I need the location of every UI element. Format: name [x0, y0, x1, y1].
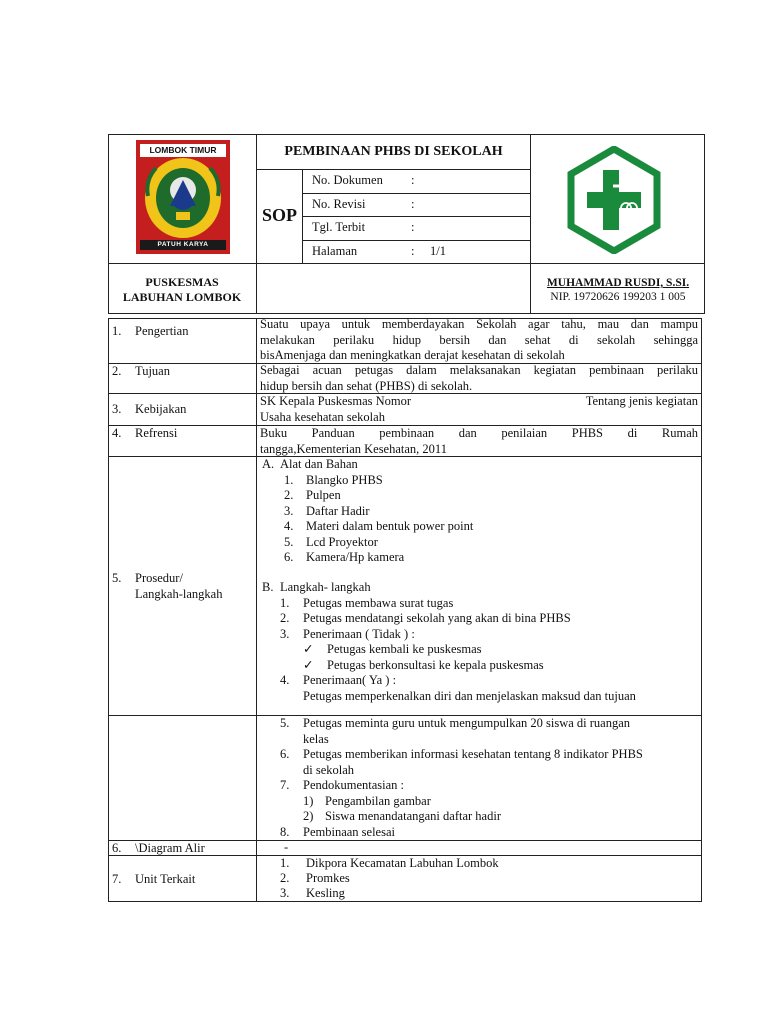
- row-kebijakan-content: [260, 394, 698, 425]
- row-number: 7.: [112, 872, 122, 886]
- pengertian-line-1: Suatu upaya untuk memberdayakan Sekolah agar tahu, mau dan mampu: [260, 317, 698, 331]
- field-label: Halaman: [312, 244, 358, 258]
- row-refrensi-content: [260, 426, 698, 457]
- row-diagram-content: -: [284, 840, 289, 854]
- field-separator: :: [411, 244, 415, 258]
- field-label: No. Revisi: [312, 197, 366, 211]
- row-tujuan-content: [260, 363, 698, 394]
- section-b-title: Langkah- langkah: [280, 580, 371, 594]
- tujuan-line-1: Sebagai acuan petugas dalam melaksanakan kegiatan pembinaan perilaku: [260, 363, 698, 377]
- row-prosedur-label: [112, 571, 252, 601]
- row-pengertian-content: [260, 317, 698, 364]
- field-halaman: [312, 244, 522, 260]
- row-unit-content: 1. Dikpora Kecamatan Labuhan Lombok 2. Promkes 3. Kesling: [280, 856, 499, 900]
- row-number: 5.: [112, 571, 122, 585]
- logo-motto-text: PATUH KARYA: [157, 241, 209, 248]
- signatory: [531, 276, 705, 304]
- field-label: Tgl. Terbit: [312, 220, 366, 234]
- puskesmas-logo: [567, 146, 661, 254]
- row-kebijakan-label: [112, 402, 252, 418]
- tujuan-line-2: hidup bersih dan sehat (PHBS) di sekolah.: [260, 378, 473, 393]
- field-no-revisi: [312, 197, 522, 213]
- pengertian-line-3: bisAmenjaga dan meningkatkan derajat kesehatan di sekolah: [260, 348, 565, 362]
- document-title: PEMBINAAN PHBS DI SEKOLAH: [284, 144, 503, 159]
- field-tgl-terbit: [312, 220, 522, 236]
- row-number: 6.: [112, 841, 122, 855]
- row-label: Pengertian: [135, 324, 189, 338]
- prosedur-section-b: B. Langkah- langkah 1. Petugas membawa surat tugas 2. Petugas mendatangi sekolah yang akan di bina PHBS 3. Penerimaan ( Tidak ) : ✓ Petugas kembali ke puskesmas ✓ Petugas berkonsultasi ke kepala puskesmas 4. Penerimaan( Ya ) : Petugas memperkenalkan diri dan menjelaskan maksud dan tujuan: [262, 580, 698, 710]
- signatory-nip: NIP. 19720626 199203 1 005: [550, 291, 686, 303]
- refrensi-line-1: Buku Panduan pembinaan dan penilaian PHBS di Rumah: [260, 426, 698, 440]
- row-pengertian-label: [112, 324, 252, 340]
- row-label: Kebijakan: [135, 402, 187, 416]
- prosedur-continued: 5. Petugas meminta guru untuk mengumpulkan 20 siswa di ruangan kelas 6. Petugas memberikan informasi kesehatan tentang 8 indikator PHBS di sekolah 7. Pendokumentasian : 1) Pengambilan gambar 2) Siswa menandatangani daftar hadir 8. Pembinaan selesai: [280, 716, 643, 839]
- field-no-dokumen: [312, 173, 522, 189]
- signatory-name: MUHAMMAD RUSDI, S.SI.: [546, 277, 690, 289]
- field-separator: :: [411, 173, 415, 187]
- row-label-line-2: Langkah-langkah: [135, 586, 223, 601]
- row-tujuan-label: [112, 364, 252, 380]
- kebijakan-line-1a: SK Kepala Puskesmas Nomor: [260, 394, 412, 408]
- row-number: 3.: [112, 402, 122, 416]
- row-refrensi-label: [112, 426, 252, 442]
- row-label: Refrensi: [135, 426, 178, 440]
- row-label: \Diagram Alir: [135, 841, 205, 855]
- pengertian-line-2: melakukan perilaku hidup bersih dan sehat di sekolah sehingga: [260, 332, 698, 347]
- institution-line-2: LABUHAN LOMBOK: [122, 290, 242, 304]
- logo-top-text: LOMBOK TIMUR: [149, 145, 217, 155]
- section-b-letter: B.: [262, 580, 274, 594]
- prosedur-section-a: A. Alat dan Bahan 1. Blangko PHBS 2. Pulpen 3. Daftar Hadir 4. Materi dalam bentuk power point 5. Lcd Proyektor 6. Kamera/Hp kamera: [262, 457, 474, 564]
- row-label-line-1: Prosedur/: [135, 571, 183, 585]
- kebijakan-line-1b: Tentang jenis kegiatan: [585, 394, 698, 408]
- row-number: 1.: [112, 324, 122, 338]
- row-diagram-label: [112, 841, 252, 857]
- kebijakan-line-2: Usaha kesehatan sekolah: [260, 409, 385, 424]
- field-separator: :: [411, 197, 415, 211]
- checkmark-icon: ✓: [303, 657, 314, 672]
- institution-line-1: PUSKESMAS: [145, 275, 219, 289]
- section-a-letter: A.: [262, 457, 275, 471]
- field-value: 1/1: [430, 244, 446, 258]
- checkmark-icon: ✓: [303, 642, 314, 656]
- row-label: Unit Terkait: [135, 872, 196, 886]
- field-separator: :: [411, 220, 415, 234]
- row-label: Tujuan: [135, 364, 170, 378]
- row-number: 2.: [112, 364, 122, 378]
- lombok-timur-logo: [136, 140, 230, 254]
- row-number: 4.: [112, 426, 122, 440]
- row-unit-label: [112, 872, 252, 888]
- field-label: No. Dokumen: [312, 173, 383, 187]
- sop-label: SOP: [261, 205, 297, 225]
- institution-name: [108, 275, 256, 305]
- refrensi-line-2: tangga,Kementerian Kesehatan, 2011: [260, 441, 447, 456]
- section-a-title: Alat dan Bahan: [280, 457, 358, 471]
- step-detail: Petugas memperkenalkan diri dan menjelaskan maksud dan tujuan: [303, 688, 636, 703]
